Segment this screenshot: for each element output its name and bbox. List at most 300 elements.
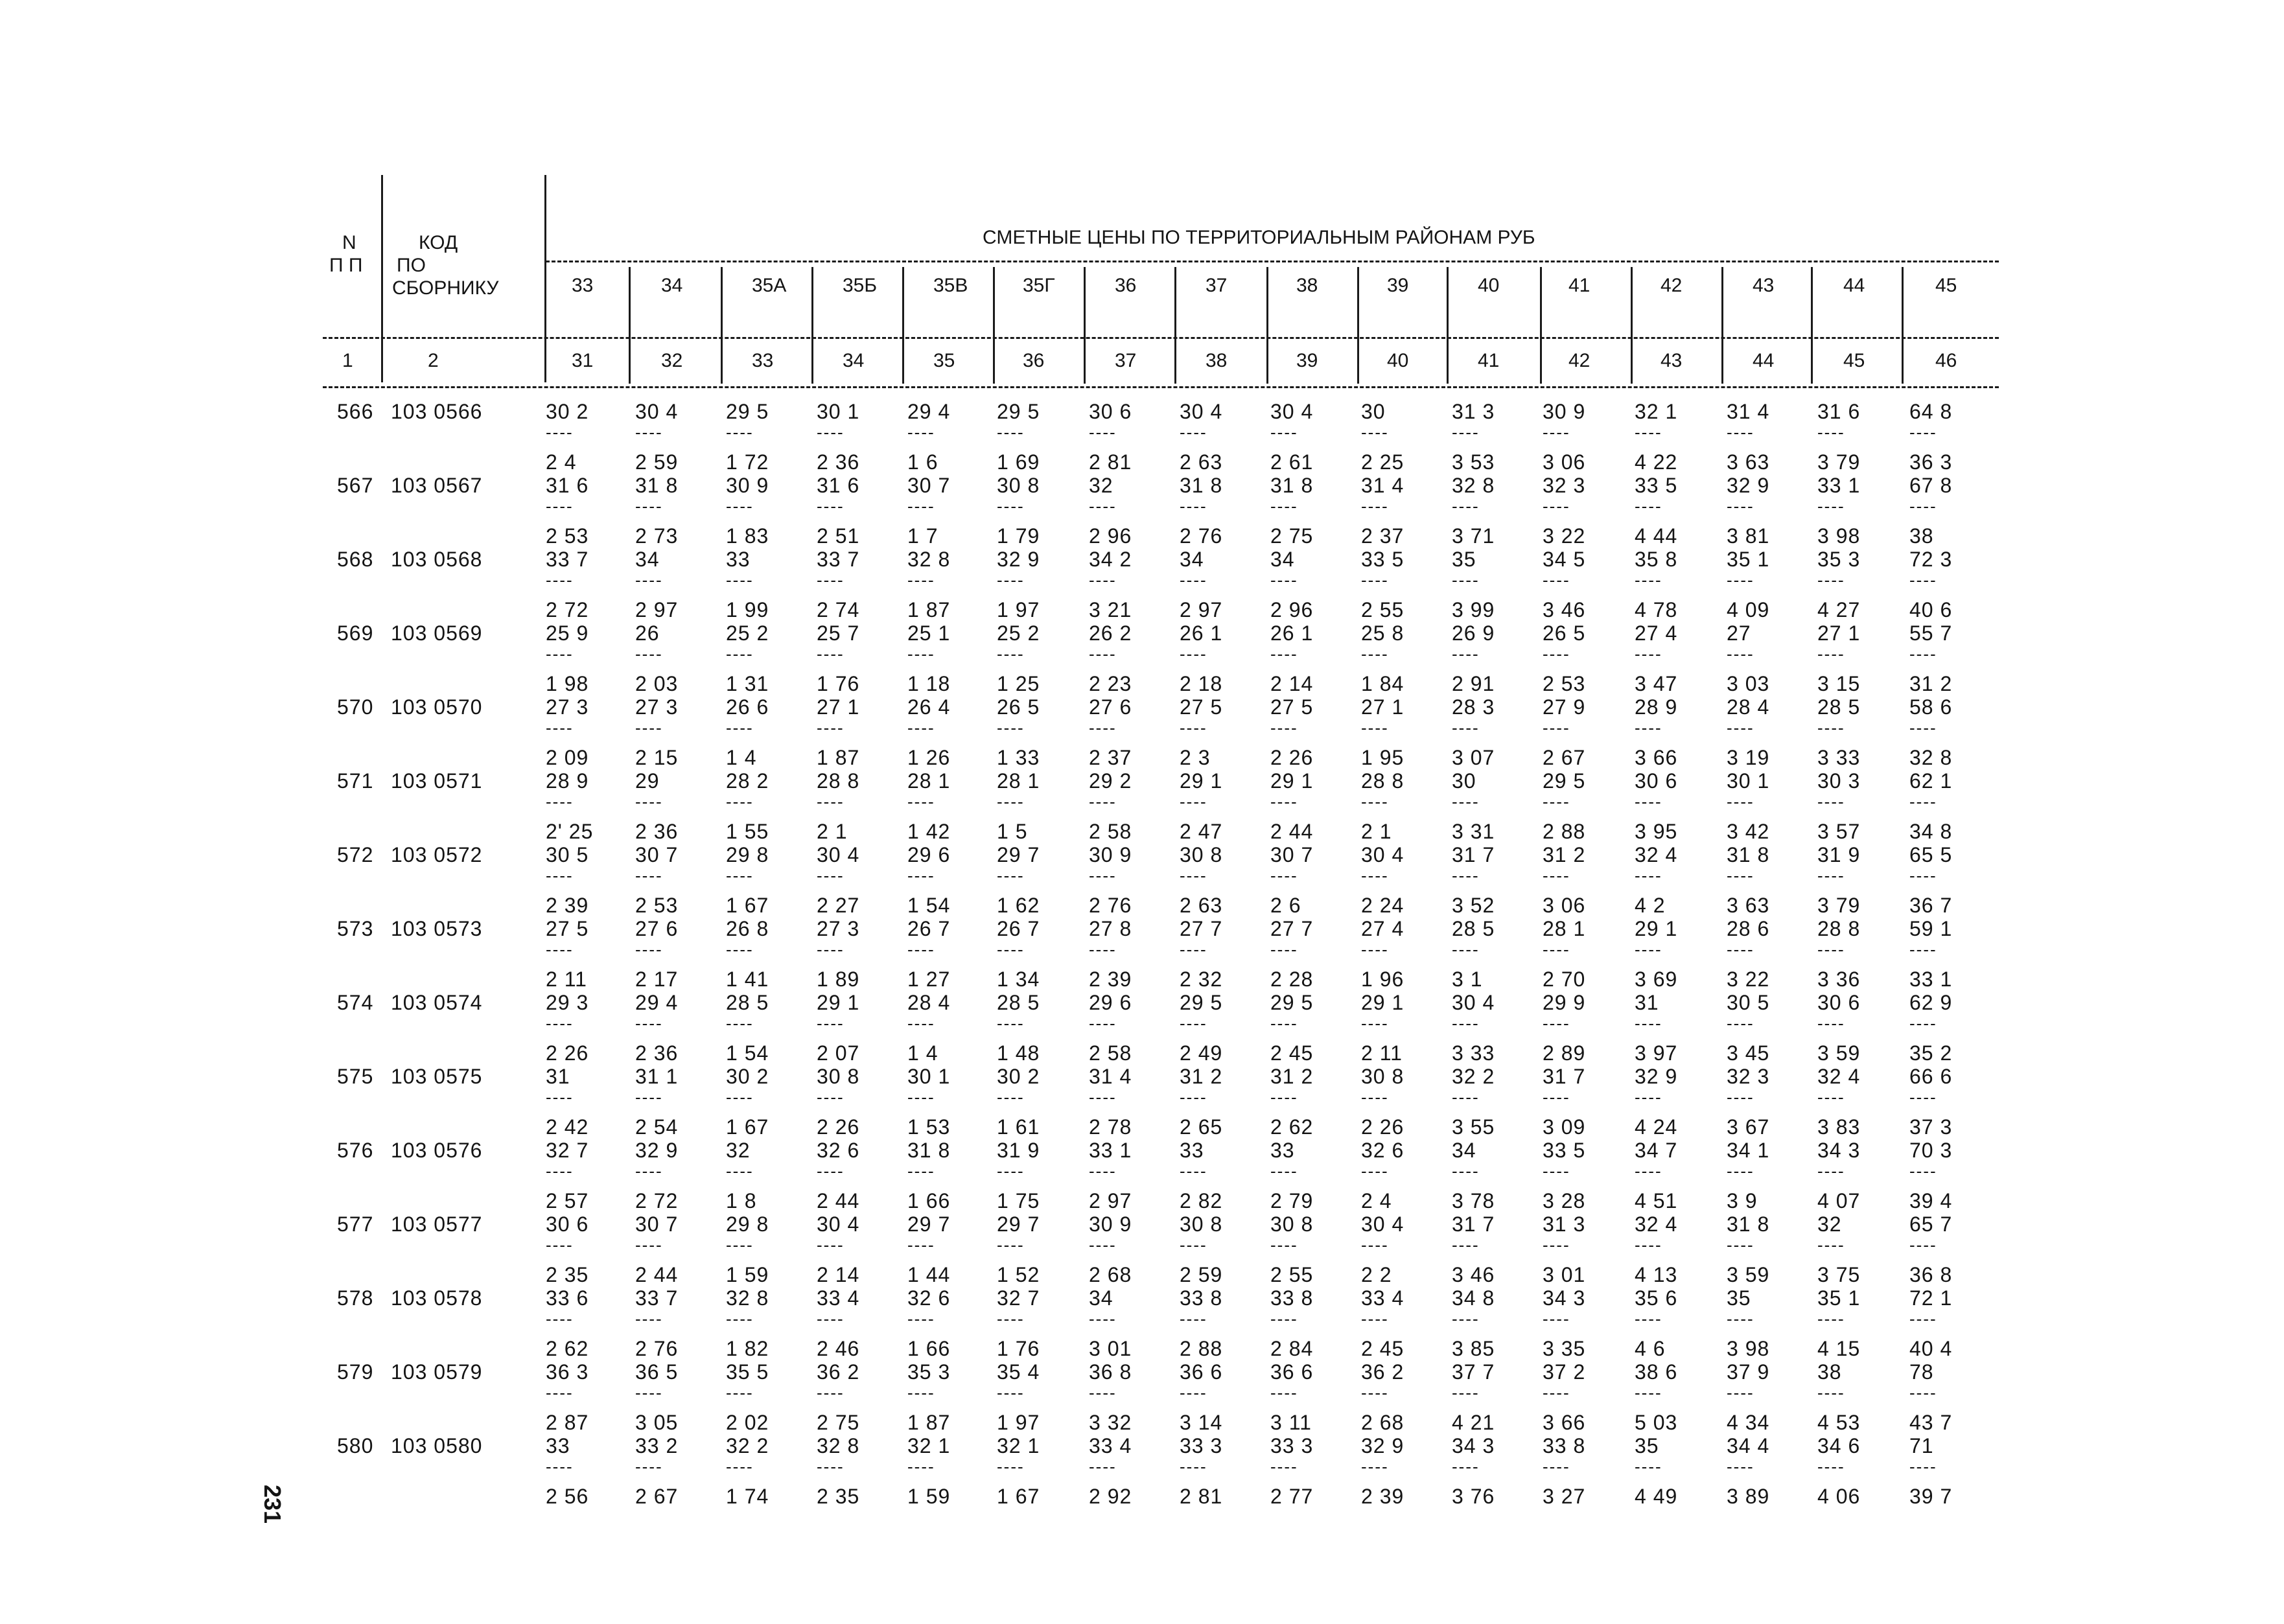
column-number-15: 44 [1753, 350, 1775, 371]
price-cell: 28 9 [1635, 695, 1678, 719]
price-cell: 1 5 [997, 820, 1028, 843]
price-cell: 31 3 [1543, 1212, 1586, 1236]
row-code: 103 0579 [391, 1360, 483, 1384]
price-cell: 28 3 [1452, 695, 1495, 719]
fraction-dash: ---- [1361, 1161, 1389, 1181]
price-cell: 27 3 [817, 917, 860, 940]
price-cell: 35 4 [997, 1360, 1040, 1384]
price-cell: 78 [1909, 1360, 1934, 1384]
price-cell: 2 36 [635, 820, 679, 843]
fraction-dash: ---- [997, 866, 1025, 885]
price-cell: 25 2 [726, 621, 769, 645]
fraction-dash: ---- [907, 866, 935, 885]
price-cell: 1 84 [1361, 672, 1404, 695]
price-cell: 4 15 [1817, 1337, 1861, 1360]
price-cell: 4 06 [1817, 1485, 1861, 1508]
price-cell: 30 9 [1089, 843, 1132, 866]
fraction-dash: ---- [1635, 496, 1662, 516]
price-cell: 34 1 [1727, 1139, 1770, 1162]
price-cell: 26 2 [1089, 621, 1132, 645]
price-cell: 2 07 [817, 1041, 860, 1065]
district-divider [1902, 267, 1904, 384]
price-cell: 27 6 [1089, 695, 1132, 719]
price-cell: 2 91 [1452, 672, 1495, 695]
fraction-dash: ---- [1635, 423, 1662, 442]
price-cell: 66 6 [1909, 1065, 1953, 1088]
price-cell: 32 4 [1635, 1212, 1678, 1236]
fraction-dash: ---- [907, 570, 935, 590]
price-cell: 29 4 [635, 991, 679, 1014]
row-number: 568 [337, 548, 374, 571]
price-cell: 3 85 [1452, 1337, 1495, 1360]
price-cell: 27 1 [1361, 695, 1404, 719]
price-cell: 35 3 [1817, 548, 1861, 571]
fraction-dash: ---- [1089, 1161, 1117, 1181]
price-cell: 2 92 [1089, 1485, 1132, 1508]
price-cell: 3 76 [1452, 1485, 1495, 1508]
price-cell: 34 6 [1817, 1434, 1861, 1457]
fraction-dash: ---- [1452, 866, 1480, 885]
price-cell: 29 5 [1180, 991, 1223, 1014]
price-cell: 2 76 [1180, 524, 1223, 548]
fraction-dash: ---- [1909, 570, 1937, 590]
price-cell: 2 62 [546, 1337, 589, 1360]
price-cell: 33 [1180, 1139, 1204, 1162]
fraction-dash: ---- [1817, 644, 1845, 664]
district-header-9: 39 [1387, 275, 1409, 296]
fraction-dash: ---- [1089, 718, 1117, 737]
fraction-dash: ---- [1543, 423, 1570, 442]
fraction-dash: ---- [1089, 423, 1117, 442]
fraction-dash: ---- [546, 644, 574, 664]
fraction-dash: ---- [1270, 866, 1298, 885]
fraction-dash: ---- [1452, 1457, 1480, 1476]
fraction-dash: ---- [1909, 718, 1937, 737]
fraction-dash: ---- [635, 718, 663, 737]
price-cell: 2 68 [1361, 1411, 1404, 1434]
fraction-dash: ---- [817, 1014, 845, 1033]
fraction-dash: ---- [1543, 1383, 1570, 1402]
fraction-dash: ---- [1361, 792, 1389, 811]
price-cell: 38 [1817, 1360, 1842, 1384]
fraction-dash: ---- [1452, 940, 1480, 959]
price-cell: 36 5 [635, 1360, 679, 1384]
price-cell: 34 8 [1909, 820, 1953, 843]
fraction-dash: ---- [1452, 792, 1480, 811]
price-cell: 1 87 [907, 598, 951, 621]
fraction-dash: ---- [1817, 496, 1845, 516]
price-cell: 31 2 [1909, 672, 1953, 695]
price-cell: 1 55 [726, 820, 769, 843]
price-cell: 1 69 [997, 450, 1040, 474]
price-cell: 2 78 [1089, 1115, 1132, 1139]
header-rule [546, 261, 1999, 262]
fraction-dash: ---- [635, 940, 663, 959]
fraction-dash: ---- [1089, 1087, 1117, 1107]
price-cell: 4 09 [1727, 598, 1770, 621]
fraction-dash: ---- [907, 496, 935, 516]
price-cell: 3 11 [1270, 1411, 1312, 1434]
district-header-13: 43 [1753, 275, 1775, 296]
price-cell: 2 57 [546, 1189, 589, 1212]
price-cell: 31 7 [1543, 1065, 1586, 1088]
price-cell: 1 7 [907, 524, 938, 548]
price-cell: 35 8 [1635, 548, 1678, 571]
price-cell: 35 5 [726, 1360, 769, 1384]
price-cell: 2 26 [817, 1115, 860, 1139]
price-cell: 3 52 [1452, 894, 1495, 917]
price-cell: 27 1 [817, 695, 860, 719]
price-cell: 32 4 [1817, 1065, 1861, 1088]
price-cell: 30 7 [1270, 843, 1314, 866]
price-cell: 2 63 [1180, 894, 1223, 917]
price-cell: 32 3 [1543, 474, 1586, 497]
fraction-dash: ---- [726, 644, 754, 664]
fraction-dash: ---- [997, 644, 1025, 664]
price-cell: 30 9 [726, 474, 769, 497]
price-cell: 1 34 [997, 968, 1040, 991]
price-cell: 2 39 [546, 894, 589, 917]
fraction-dash: ---- [635, 570, 663, 590]
price-cell: 2 36 [817, 450, 860, 474]
price-cell: 2 1 [817, 820, 848, 843]
fraction-dash: ---- [1817, 1161, 1845, 1181]
price-cell: 35 1 [1727, 548, 1770, 571]
fraction-dash: ---- [1727, 1457, 1754, 1476]
price-cell: 26 5 [1543, 621, 1586, 645]
price-cell: 1 87 [907, 1411, 951, 1434]
fraction-dash: ---- [997, 570, 1025, 590]
price-cell: 35 [1452, 548, 1476, 571]
row-number: 571 [337, 769, 374, 793]
price-cell: 1 74 [726, 1485, 769, 1508]
price-cell: 2 23 [1089, 672, 1132, 695]
header-code-label-3: СБОРНИКУ [392, 277, 499, 299]
fraction-dash: ---- [1089, 1383, 1117, 1402]
price-cell: 36 6 [1180, 1360, 1223, 1384]
row-number: 579 [337, 1360, 374, 1384]
price-cell: 27 1 [1817, 621, 1861, 645]
price-cell: 29 1 [1270, 769, 1314, 793]
district-divider [1084, 267, 1086, 384]
price-cell: 1 4 [726, 746, 757, 769]
fraction-dash: ---- [1543, 644, 1570, 664]
price-cell: 2 77 [1270, 1485, 1314, 1508]
price-cell: 31 6 [1817, 400, 1861, 423]
column-number-7: 36 [1023, 350, 1045, 371]
fraction-dash: ---- [1089, 1309, 1117, 1328]
fraction-dash: ---- [1727, 1235, 1754, 1255]
price-cell: 2 14 [1270, 672, 1314, 695]
price-cell: 2 11 [546, 968, 587, 991]
row-code: 103 0573 [391, 917, 483, 940]
fraction-dash: ---- [726, 1309, 754, 1328]
fraction-dash: ---- [1270, 1383, 1298, 1402]
price-cell: 70 3 [1909, 1139, 1953, 1162]
price-cell: 32 8 [1452, 474, 1495, 497]
fraction-dash: ---- [817, 1309, 845, 1328]
district-divider [1721, 267, 1723, 384]
row-code: 103 0572 [391, 843, 483, 866]
price-cell: 29 1 [817, 991, 860, 1014]
price-cell: 30 1 [817, 400, 860, 423]
price-cell: 2 02 [726, 1411, 769, 1434]
fraction-dash: ---- [726, 1161, 754, 1181]
fraction-dash: ---- [1635, 1457, 1662, 1476]
price-cell: 27 6 [635, 917, 679, 940]
price-cell: 31 8 [1180, 474, 1223, 497]
fraction-dash: ---- [1635, 1087, 1662, 1107]
fraction-dash: ---- [1361, 1235, 1389, 1255]
price-cell: 30 1 [907, 1065, 951, 1088]
fraction-dash: ---- [1635, 570, 1662, 590]
price-cell: 33 7 [546, 548, 589, 571]
price-cell: 40 6 [1909, 598, 1953, 621]
district-header-14: 44 [1843, 275, 1865, 296]
price-cell: 2 26 [546, 1041, 589, 1065]
price-cell: 2 24 [1361, 894, 1404, 917]
fraction-dash: ---- [997, 792, 1025, 811]
fraction-dash: ---- [1452, 644, 1480, 664]
fraction-dash: ---- [1727, 1014, 1754, 1033]
fraction-dash: ---- [726, 1457, 754, 1476]
price-cell: 30 6 [1635, 769, 1678, 793]
fraction-dash: ---- [1909, 1309, 1937, 1328]
fraction-dash: ---- [817, 1457, 845, 1476]
row-code: 103 0566 [391, 400, 483, 423]
fraction-dash: ---- [817, 570, 845, 590]
fraction-dash: ---- [907, 1087, 935, 1107]
price-cell: 32 6 [907, 1286, 951, 1310]
price-cell: 4 6 [1635, 1337, 1666, 1360]
price-cell: 2 53 [546, 524, 589, 548]
price-cell: 30 2 [997, 1065, 1040, 1088]
price-cell: 2 59 [1180, 1263, 1223, 1286]
fraction-dash: ---- [907, 644, 935, 664]
fraction-dash: ---- [1727, 792, 1754, 811]
fraction-dash: ---- [1089, 1235, 1117, 1255]
price-cell: 30 6 [1817, 991, 1861, 1014]
price-cell: 29 1 [1361, 991, 1404, 1014]
fraction-dash: ---- [1635, 644, 1662, 664]
price-cell: 34 5 [1543, 548, 1586, 571]
column-number-0: 1 [342, 350, 353, 371]
row-number: 576 [337, 1139, 374, 1162]
price-cell: 1 67 [726, 894, 769, 917]
price-cell: 4 78 [1635, 598, 1678, 621]
price-cell: 2 76 [635, 1337, 679, 1360]
price-cell: 2 55 [1270, 1263, 1314, 1286]
price-cell: 30 6 [1089, 400, 1132, 423]
price-cell: 26 5 [997, 695, 1040, 719]
price-cell: 26 1 [1180, 621, 1223, 645]
price-cell: 29 9 [1543, 991, 1586, 1014]
price-cell: 36 8 [1089, 1360, 1132, 1384]
header-n-label: N [342, 232, 356, 253]
fraction-dash: ---- [907, 792, 935, 811]
price-cell: 27 7 [1270, 917, 1314, 940]
fraction-dash: ---- [1635, 1309, 1662, 1328]
fraction-dash: ---- [635, 423, 663, 442]
fraction-dash: ---- [1543, 496, 1570, 516]
price-cell: 30 [1361, 400, 1386, 423]
price-cell: 2 45 [1270, 1041, 1314, 1065]
price-cell: 65 5 [1909, 843, 1953, 866]
fraction-dash: ---- [1270, 1457, 1298, 1476]
price-cell: 32 7 [997, 1286, 1040, 1310]
price-cell: 3 15 [1817, 672, 1861, 695]
price-cell: 1 59 [907, 1485, 951, 1508]
price-cell: 34 7 [1635, 1139, 1678, 1162]
price-cell: 4 07 [1817, 1189, 1861, 1212]
fraction-dash: ---- [997, 1235, 1025, 1255]
price-cell: 36 6 [1270, 1360, 1314, 1384]
price-cell: 26 6 [726, 695, 769, 719]
price-cell: 31 1 [635, 1065, 679, 1088]
price-cell: 31 8 [1727, 1212, 1770, 1236]
price-cell: 1 8 [726, 1189, 757, 1212]
price-cell: 4 22 [1635, 450, 1678, 474]
fraction-dash: ---- [1727, 1161, 1754, 1181]
fraction-dash: ---- [1180, 423, 1207, 442]
price-cell: 1 25 [997, 672, 1040, 695]
price-cell: 2 25 [1361, 450, 1404, 474]
price-cell: 2 36 [635, 1041, 679, 1065]
price-cell: 2 2 [1361, 1263, 1392, 1286]
price-cell: 28 8 [817, 769, 860, 793]
price-cell: 27 3 [635, 695, 679, 719]
price-cell: 35 [1635, 1434, 1659, 1457]
price-cell: 1 18 [907, 672, 951, 695]
price-cell: 40 4 [1909, 1337, 1953, 1360]
price-cell: 30 5 [1727, 991, 1770, 1014]
price-cell: 2 54 [635, 1115, 679, 1139]
price-cell: 32 7 [546, 1139, 589, 1162]
price-cell: 33 [546, 1434, 570, 1457]
price-cell: 30 4 [1270, 400, 1314, 423]
price-cell: 25 2 [997, 621, 1040, 645]
fraction-dash: ---- [726, 866, 754, 885]
price-cell: 32 4 [1635, 843, 1678, 866]
fraction-dash: ---- [1361, 1383, 1389, 1402]
district-divider [1357, 267, 1359, 384]
fraction-dash: ---- [997, 1457, 1025, 1476]
price-cell: 4 44 [1635, 524, 1678, 548]
price-cell: 33 8 [1270, 1286, 1314, 1310]
price-cell: 2 51 [817, 524, 860, 548]
price-cell: 1 97 [997, 598, 1040, 621]
fraction-dash: ---- [1452, 496, 1480, 516]
column-number-14: 43 [1661, 350, 1683, 371]
fraction-dash: ---- [1270, 718, 1298, 737]
price-cell: 2 96 [1270, 598, 1314, 621]
price-cell: 3 59 [1817, 1041, 1861, 1065]
fraction-dash: ---- [546, 1161, 574, 1181]
price-cell: 33 6 [546, 1286, 589, 1310]
price-cell: 26 9 [1452, 621, 1495, 645]
fraction-dash: ---- [635, 1014, 663, 1033]
price-cell: 38 6 [1635, 1360, 1678, 1384]
price-cell: 26 4 [907, 695, 951, 719]
price-cell: 32 8 [907, 548, 951, 571]
column-number-8: 37 [1115, 350, 1137, 371]
price-cell: 29 [635, 769, 660, 793]
price-cell: 1 95 [1361, 746, 1404, 769]
price-cell: 3 42 [1727, 820, 1770, 843]
fraction-dash: ---- [817, 644, 845, 664]
row-code: 103 0574 [391, 991, 483, 1014]
price-cell: 3 63 [1727, 894, 1770, 917]
price-cell: 71 [1909, 1434, 1934, 1457]
price-cell: 26 7 [997, 917, 1040, 940]
price-cell: 2 58 [1089, 820, 1132, 843]
price-cell: 32 6 [1361, 1139, 1404, 1162]
price-cell: 1 54 [726, 1041, 769, 1065]
fraction-dash: ---- [635, 866, 663, 885]
fraction-dash: ---- [907, 1014, 935, 1033]
price-cell: 1 96 [1361, 968, 1404, 991]
price-cell: 32 9 [1635, 1065, 1678, 1088]
price-cell: 3 9 [1727, 1189, 1758, 1212]
fraction-dash: ---- [1727, 423, 1754, 442]
price-cell: 32 9 [997, 548, 1040, 571]
price-cell: 29 4 [907, 400, 951, 423]
price-cell: 30 7 [635, 1212, 679, 1236]
price-cell: 30 6 [546, 1212, 589, 1236]
price-cell: 55 7 [1909, 621, 1953, 645]
price-cell: 30 8 [1270, 1212, 1314, 1236]
header-code-label-2: ПО [397, 255, 426, 276]
price-cell: 30 4 [1361, 843, 1404, 866]
price-cell: 27 7 [1180, 917, 1223, 940]
fraction-dash: ---- [546, 1087, 574, 1107]
fraction-dash: ---- [1909, 1161, 1937, 1181]
price-cell: 2 37 [1089, 746, 1132, 769]
price-cell: 1 79 [997, 524, 1040, 548]
row-code: 103 0567 [391, 474, 483, 497]
price-cell: 2 65 [1180, 1115, 1223, 1139]
price-cell: 25 8 [1361, 621, 1404, 645]
price-cell: 2 84 [1270, 1337, 1314, 1360]
fraction-dash: ---- [1727, 644, 1754, 664]
price-cell: 30 4 [1361, 1212, 1404, 1236]
price-cell: 32 [1817, 1212, 1842, 1236]
price-cell: 3 32 [1089, 1411, 1132, 1434]
price-cell: 32 2 [726, 1434, 769, 1457]
price-cell: 28 8 [1817, 917, 1861, 940]
price-cell: 65 7 [1909, 1212, 1953, 1236]
price-cell: 30 4 [817, 843, 860, 866]
price-cell: 30 1 [1727, 769, 1770, 793]
page-number: 231 [259, 1484, 286, 1524]
price-cell: 72 1 [1909, 1286, 1953, 1310]
district-header-5: 35Г [1023, 275, 1055, 296]
fraction-dash: ---- [1361, 1087, 1389, 1107]
price-cell: 1 87 [817, 746, 860, 769]
fraction-dash: ---- [1909, 644, 1937, 664]
fraction-dash: ---- [546, 1014, 574, 1033]
price-cell: 3 46 [1543, 598, 1586, 621]
row-number: 566 [337, 400, 374, 423]
fraction-dash: ---- [1727, 570, 1754, 590]
district-header-7: 37 [1206, 275, 1228, 296]
price-cell: 3 67 [1727, 1115, 1770, 1139]
fraction-dash: ---- [1909, 792, 1937, 811]
fraction-dash: ---- [1180, 718, 1207, 737]
price-cell: 3 35 [1543, 1337, 1586, 1360]
price-cell: 2 44 [1270, 820, 1314, 843]
price-cell: 3 59 [1727, 1263, 1770, 1286]
